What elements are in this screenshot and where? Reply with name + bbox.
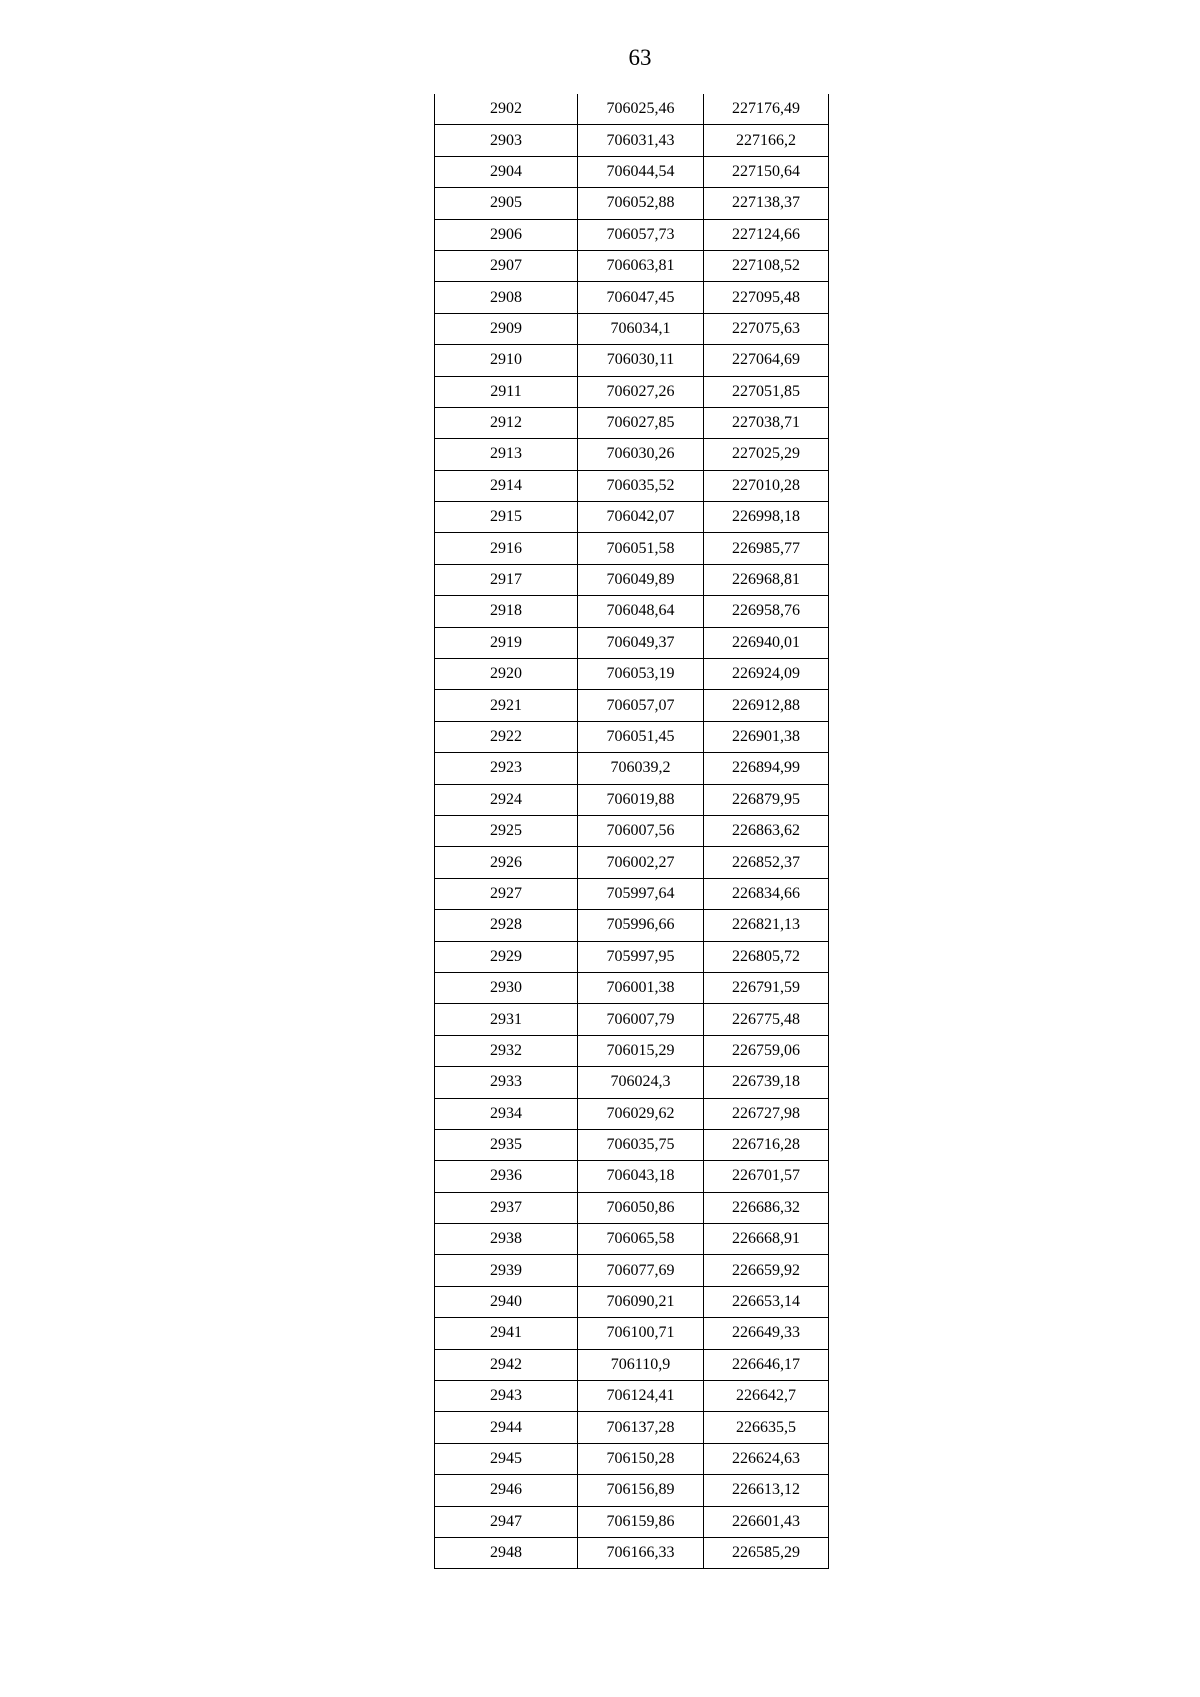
- y-coordinate-cell: 227150,64: [704, 156, 829, 187]
- table-row: [435, 188, 829, 219]
- x-coordinate-cell: 706031,43: [578, 125, 704, 156]
- y-coordinate-cell: 226834,66: [704, 878, 829, 909]
- point-number-cell: 2917: [435, 564, 578, 595]
- point-number-cell: 2906: [435, 219, 578, 250]
- point-number-cell: 2929: [435, 941, 578, 972]
- x-coordinate-cell: 706007,79: [578, 1004, 704, 1035]
- point-number-cell: 2934: [435, 1098, 578, 1129]
- x-coordinate-cell: 706039,2: [578, 753, 704, 784]
- y-coordinate-cell: 226649,33: [704, 1318, 829, 1349]
- table-row: [435, 596, 829, 627]
- point-number-cell: 2928: [435, 910, 578, 941]
- x-coordinate-cell: 706063,81: [578, 250, 704, 281]
- point-number-cell: 2909: [435, 313, 578, 344]
- y-coordinate-cell: 226716,28: [704, 1129, 829, 1160]
- y-coordinate-cell: 226701,57: [704, 1161, 829, 1192]
- point-number-cell: 2910: [435, 345, 578, 376]
- point-number-cell: 2940: [435, 1286, 578, 1317]
- table-row: [435, 659, 829, 690]
- point-number-cell: 2915: [435, 502, 578, 533]
- x-coordinate-cell: 705996,66: [578, 910, 704, 941]
- x-coordinate-cell: 706110,9: [578, 1349, 704, 1380]
- point-number-cell: 2919: [435, 627, 578, 658]
- table-row: [435, 1255, 829, 1286]
- table-row: [435, 564, 829, 595]
- y-coordinate-cell: 226585,29: [704, 1537, 829, 1568]
- y-coordinate-cell: 226659,92: [704, 1255, 829, 1286]
- x-coordinate-cell: 706051,45: [578, 721, 704, 752]
- table-row: [435, 282, 829, 313]
- x-coordinate-cell: 706156,89: [578, 1475, 704, 1506]
- y-coordinate-cell: 227108,52: [704, 250, 829, 281]
- coordinates-table: [434, 94, 829, 1569]
- x-coordinate-cell: 706057,07: [578, 690, 704, 721]
- x-coordinate-cell: 705997,95: [578, 941, 704, 972]
- y-coordinate-cell: 226739,18: [704, 1067, 829, 1098]
- x-coordinate-cell: 706150,28: [578, 1443, 704, 1474]
- x-coordinate-cell: 706047,45: [578, 282, 704, 313]
- table-row: [435, 784, 829, 815]
- table-row: [435, 753, 829, 784]
- x-coordinate-cell: 706053,19: [578, 659, 704, 690]
- point-number-cell: 2908: [435, 282, 578, 313]
- x-coordinate-cell: 706027,85: [578, 407, 704, 438]
- table-row: [435, 1537, 829, 1568]
- point-number-cell: 2912: [435, 407, 578, 438]
- table-row: [435, 878, 829, 909]
- point-number-cell: 2903: [435, 125, 578, 156]
- x-coordinate-cell: 706048,64: [578, 596, 704, 627]
- x-coordinate-cell: 706065,58: [578, 1224, 704, 1255]
- table-row: [435, 1506, 829, 1537]
- y-coordinate-cell: 226894,99: [704, 753, 829, 784]
- point-number-cell: 2941: [435, 1318, 578, 1349]
- x-coordinate-cell: 706025,46: [578, 94, 704, 125]
- x-coordinate-cell: 706030,11: [578, 345, 704, 376]
- table-row: [435, 1224, 829, 1255]
- table-row: [435, 94, 829, 125]
- x-coordinate-cell: 706051,58: [578, 533, 704, 564]
- y-coordinate-cell: 226940,01: [704, 627, 829, 658]
- point-number-cell: 2930: [435, 972, 578, 1003]
- x-coordinate-cell: 706034,1: [578, 313, 704, 344]
- x-coordinate-cell: 706030,26: [578, 439, 704, 470]
- x-coordinate-cell: 706050,86: [578, 1192, 704, 1223]
- y-coordinate-cell: 226805,72: [704, 941, 829, 972]
- table-row: [435, 1318, 829, 1349]
- table-row: [435, 721, 829, 752]
- table-row: [435, 1098, 829, 1129]
- x-coordinate-cell: 706159,86: [578, 1506, 704, 1537]
- point-number-cell: 2943: [435, 1381, 578, 1412]
- x-coordinate-cell: 706035,75: [578, 1129, 704, 1160]
- y-coordinate-cell: 226968,81: [704, 564, 829, 595]
- y-coordinate-cell: 226601,43: [704, 1506, 829, 1537]
- y-coordinate-cell: 226998,18: [704, 502, 829, 533]
- x-coordinate-cell: 706049,89: [578, 564, 704, 595]
- table-row: [435, 1192, 829, 1223]
- point-number-cell: 2905: [435, 188, 578, 219]
- table-row: [435, 1349, 829, 1380]
- point-number-cell: 2907: [435, 250, 578, 281]
- point-number-cell: 2947: [435, 1506, 578, 1537]
- y-coordinate-cell: 226791,59: [704, 972, 829, 1003]
- x-coordinate-cell: 706027,26: [578, 376, 704, 407]
- table-row: [435, 1475, 829, 1506]
- point-number-cell: 2911: [435, 376, 578, 407]
- table-row: [435, 407, 829, 438]
- x-coordinate-cell: 706166,33: [578, 1537, 704, 1568]
- y-coordinate-cell: 226958,76: [704, 596, 829, 627]
- y-coordinate-cell: 226863,62: [704, 815, 829, 846]
- x-coordinate-cell: 706100,71: [578, 1318, 704, 1349]
- point-number-cell: 2931: [435, 1004, 578, 1035]
- y-coordinate-cell: 226924,09: [704, 659, 829, 690]
- x-coordinate-cell: 706049,37: [578, 627, 704, 658]
- point-number-cell: 2945: [435, 1443, 578, 1474]
- point-number-cell: 2935: [435, 1129, 578, 1160]
- y-coordinate-cell: 227176,49: [704, 94, 829, 125]
- y-coordinate-cell: 226912,88: [704, 690, 829, 721]
- x-coordinate-cell: 706035,52: [578, 470, 704, 501]
- table-row: [435, 690, 829, 721]
- y-coordinate-cell: 226985,77: [704, 533, 829, 564]
- y-coordinate-cell: 226759,06: [704, 1035, 829, 1066]
- x-coordinate-cell: 706090,21: [578, 1286, 704, 1317]
- y-coordinate-cell: 227051,85: [704, 376, 829, 407]
- table-row: [435, 533, 829, 564]
- point-number-cell: 2904: [435, 156, 578, 187]
- table-row: [435, 1129, 829, 1160]
- table-row: [435, 627, 829, 658]
- y-coordinate-cell: 226686,32: [704, 1192, 829, 1223]
- y-coordinate-cell: 226668,91: [704, 1224, 829, 1255]
- point-number-cell: 2916: [435, 533, 578, 564]
- y-coordinate-cell: 227075,63: [704, 313, 829, 344]
- x-coordinate-cell: 706024,3: [578, 1067, 704, 1098]
- point-number-cell: 2923: [435, 753, 578, 784]
- coordinates-table-body: [435, 94, 829, 1569]
- point-number-cell: 2948: [435, 1537, 578, 1568]
- x-coordinate-cell: 706001,38: [578, 972, 704, 1003]
- page-number: 63: [628, 45, 652, 70]
- x-coordinate-cell: 706052,88: [578, 188, 704, 219]
- table-row: [435, 847, 829, 878]
- y-coordinate-cell: 226613,12: [704, 1475, 829, 1506]
- point-number-cell: 2924: [435, 784, 578, 815]
- table-row: [435, 156, 829, 187]
- point-number-cell: 2937: [435, 1192, 578, 1223]
- table-row: [435, 1286, 829, 1317]
- table-row: [435, 376, 829, 407]
- y-coordinate-cell: 226653,14: [704, 1286, 829, 1317]
- table-row: [435, 1161, 829, 1192]
- x-coordinate-cell: 706002,27: [578, 847, 704, 878]
- x-coordinate-cell: 706043,18: [578, 1161, 704, 1192]
- table-row: [435, 502, 829, 533]
- table-row: [435, 1035, 829, 1066]
- x-coordinate-cell: 706044,54: [578, 156, 704, 187]
- x-coordinate-cell: 706137,28: [578, 1412, 704, 1443]
- point-number-cell: 2922: [435, 721, 578, 752]
- point-number-cell: 2913: [435, 439, 578, 470]
- y-coordinate-cell: 227124,66: [704, 219, 829, 250]
- y-coordinate-cell: 227095,48: [704, 282, 829, 313]
- point-number-cell: 2927: [435, 878, 578, 909]
- y-coordinate-cell: 227166,2: [704, 125, 829, 156]
- table-row: [435, 941, 829, 972]
- y-coordinate-cell: 227038,71: [704, 407, 829, 438]
- y-coordinate-cell: 227010,28: [704, 470, 829, 501]
- point-number-cell: 2944: [435, 1412, 578, 1443]
- x-coordinate-cell: 706015,29: [578, 1035, 704, 1066]
- y-coordinate-cell: 226642,7: [704, 1381, 829, 1412]
- y-coordinate-cell: 226635,5: [704, 1412, 829, 1443]
- y-coordinate-cell: 227138,37: [704, 188, 829, 219]
- point-number-cell: 2936: [435, 1161, 578, 1192]
- table-row: [435, 1004, 829, 1035]
- y-coordinate-cell: 226852,37: [704, 847, 829, 878]
- point-number-cell: 2920: [435, 659, 578, 690]
- point-number-cell: 2902: [435, 94, 578, 125]
- y-coordinate-cell: 226624,63: [704, 1443, 829, 1474]
- table-row: [435, 1412, 829, 1443]
- y-coordinate-cell: 226775,48: [704, 1004, 829, 1035]
- table-row: [435, 345, 829, 376]
- x-coordinate-cell: 706077,69: [578, 1255, 704, 1286]
- y-coordinate-cell: 226901,38: [704, 721, 829, 752]
- point-number-cell: 2946: [435, 1475, 578, 1506]
- y-coordinate-cell: 227025,29: [704, 439, 829, 470]
- point-number-cell: 2942: [435, 1349, 578, 1380]
- y-coordinate-cell: 227064,69: [704, 345, 829, 376]
- y-coordinate-cell: 226727,98: [704, 1098, 829, 1129]
- point-number-cell: 2932: [435, 1035, 578, 1066]
- table-row: [435, 250, 829, 281]
- x-coordinate-cell: 706057,73: [578, 219, 704, 250]
- x-coordinate-cell: 706019,88: [578, 784, 704, 815]
- table-row: [435, 1067, 829, 1098]
- x-coordinate-cell: 706029,62: [578, 1098, 704, 1129]
- table-row: [435, 219, 829, 250]
- point-number-cell: 2933: [435, 1067, 578, 1098]
- table-row: [435, 910, 829, 941]
- point-number-cell: 2914: [435, 470, 578, 501]
- y-coordinate-cell: 226879,95: [704, 784, 829, 815]
- point-number-cell: 2921: [435, 690, 578, 721]
- y-coordinate-cell: 226646,17: [704, 1349, 829, 1380]
- table-row: [435, 439, 829, 470]
- table-row: [435, 1381, 829, 1412]
- table-row: [435, 815, 829, 846]
- table-row: [435, 1443, 829, 1474]
- table-row: [435, 125, 829, 156]
- y-coordinate-cell: 226821,13: [704, 910, 829, 941]
- point-number-cell: 2925: [435, 815, 578, 846]
- point-number-cell: 2939: [435, 1255, 578, 1286]
- point-number-cell: 2938: [435, 1224, 578, 1255]
- point-number-cell: 2926: [435, 847, 578, 878]
- x-coordinate-cell: 706042,07: [578, 502, 704, 533]
- table-row: [435, 313, 829, 344]
- x-coordinate-cell: 706007,56: [578, 815, 704, 846]
- x-coordinate-cell: 705997,64: [578, 878, 704, 909]
- point-number-cell: 2918: [435, 596, 578, 627]
- table-row: [435, 972, 829, 1003]
- x-coordinate-cell: 706124,41: [578, 1381, 704, 1412]
- table-row: [435, 470, 829, 501]
